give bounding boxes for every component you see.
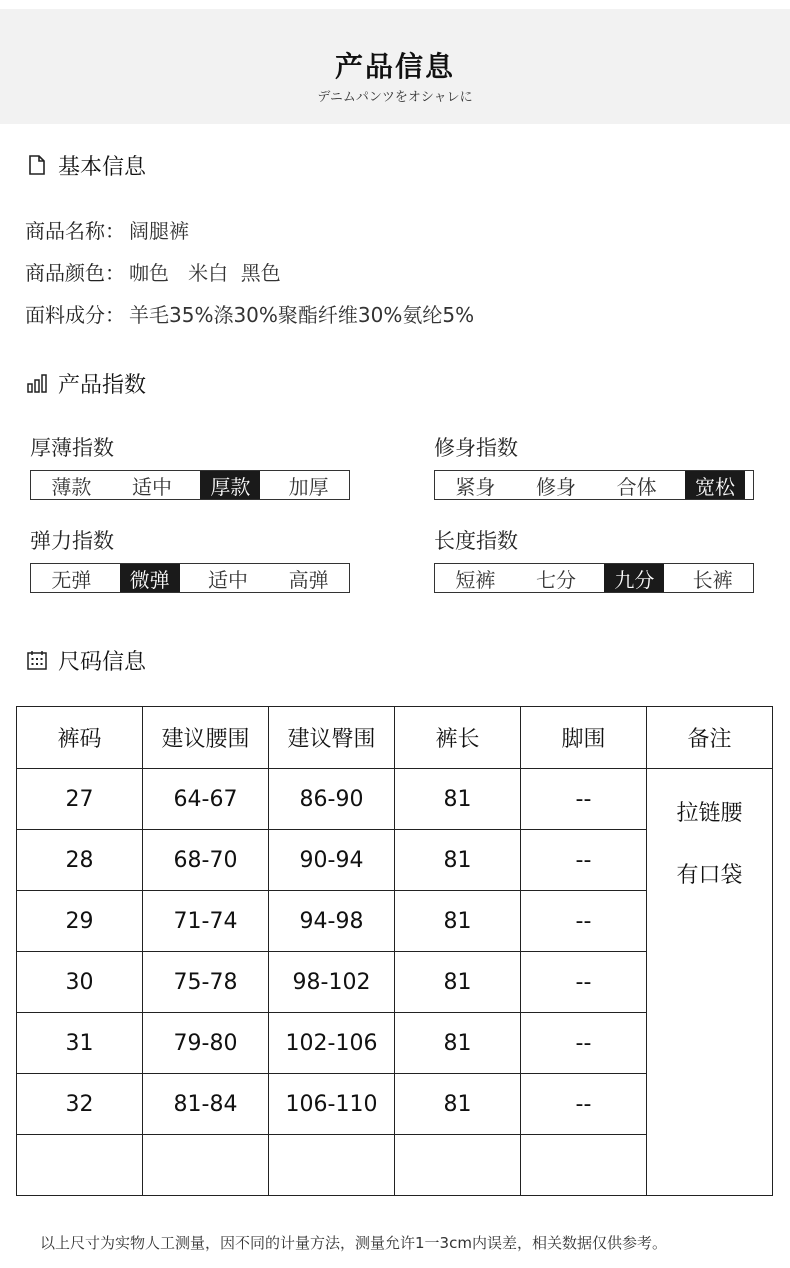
cell-hem: --: [521, 830, 647, 891]
elasticity-scale: [30, 563, 350, 593]
document-icon: [26, 154, 48, 176]
size-table-header: [17, 707, 773, 769]
product-name-value: 阔腿裤: [129, 219, 189, 243]
basic-info-heading: [26, 150, 146, 180]
size-info-title: 尺码信息: [58, 649, 147, 675]
cell-hem: --: [521, 1074, 647, 1135]
cell-waist: 81-84: [143, 1074, 269, 1135]
cell-hem: --: [521, 952, 647, 1013]
elasticity-index-label: 弹力指数: [30, 529, 114, 553]
cell-length: 81: [395, 952, 521, 1013]
cell-hip: 106-110: [269, 1074, 395, 1135]
fit-option-1: 紧身: [455, 474, 496, 499]
header-size: 裤码: [17, 707, 143, 769]
material-label: 面料成分：: [25, 303, 125, 327]
cell-waist: 79-80: [143, 1013, 269, 1074]
fit-index-label: 修身指数: [434, 436, 518, 460]
cell-size: 27: [17, 769, 143, 830]
length-option-2: 七分: [536, 567, 576, 592]
cell-hem: --: [521, 769, 647, 830]
header-hip: 建议臀围: [269, 707, 395, 769]
cell-size: 30: [17, 952, 143, 1013]
calendar-icon: [26, 649, 48, 671]
cell-hip: [269, 1135, 395, 1196]
cell-hip: 86-90: [269, 769, 395, 830]
basic-info-title: 基本信息: [58, 154, 147, 180]
product-color-label: 商品颜色：: [25, 261, 125, 285]
product-index-heading: [26, 368, 146, 398]
thickness-option-2: 适中: [132, 474, 172, 499]
cell-waist: 64-67: [143, 769, 269, 830]
cell-hem: [521, 1135, 647, 1196]
cell-size: 32: [17, 1074, 143, 1135]
length-scale: [434, 563, 754, 593]
page-title: 产品信息: [334, 50, 455, 83]
header-notes: 备注: [647, 707, 773, 769]
page-subtitle: デニムパンツをオシャレに: [317, 90, 473, 105]
cell-waist: 75-78: [143, 952, 269, 1013]
cell-length: [395, 1135, 521, 1196]
header-length: 裤长: [395, 707, 521, 769]
info-line-material: [25, 299, 474, 328]
length-option-4: 长裤: [692, 567, 733, 592]
cell-length: 81: [395, 769, 521, 830]
thickness-option-3-selected: 厚款: [200, 471, 260, 499]
cell-waist: [143, 1135, 269, 1196]
header-waist: 建议腰围: [143, 707, 269, 769]
cell-hem: --: [521, 891, 647, 952]
material-value: 羊毛35%涤30%聚酯纤维30%氨纶5%: [129, 303, 475, 327]
bar-chart-icon: [26, 372, 48, 394]
cell-length: 81: [395, 1013, 521, 1074]
product-color-value: 咖色 米白 黑色: [129, 261, 281, 285]
cell-hip: 102-106: [269, 1013, 395, 1074]
cell-size: 29: [17, 891, 143, 952]
fit-scale: [434, 470, 754, 500]
fit-option-4-selected: 宽松: [685, 471, 745, 499]
note-line-1: 拉链腰: [676, 801, 743, 826]
product-index-title: 产品指数: [58, 372, 147, 398]
cell-size: 28: [17, 830, 143, 891]
cell-hip: 94-98: [269, 891, 395, 952]
elasticity-option-3: 适中: [208, 567, 248, 592]
product-name-label: 商品名称：: [25, 219, 125, 243]
elasticity-option-1: 无弹: [51, 567, 92, 592]
note-line-2: 有口袋: [676, 863, 743, 888]
cell-length: 81: [395, 830, 521, 891]
measurement-disclaimer: 以上尺寸为实物人工测量，因不同的计量方法，测量允许1一3cm内误差，相关数据仅供参考。: [40, 1234, 667, 1252]
cell-hip: 90-94: [269, 830, 395, 891]
thickness-option-1: 薄款: [51, 474, 92, 499]
info-line-name: [25, 215, 189, 244]
cell-notes: [647, 769, 773, 1196]
table-row: [17, 769, 773, 830]
thickness-option-4: 加厚: [288, 474, 329, 499]
size-table: [16, 706, 773, 1196]
size-info-heading: [26, 645, 146, 675]
cell-length: 81: [395, 1074, 521, 1135]
cell-hip: 98-102: [269, 952, 395, 1013]
page-header: [0, 9, 790, 124]
fit-option-3: 合体: [616, 474, 657, 499]
elasticity-option-4: 高弹: [288, 567, 329, 592]
cell-hem: --: [521, 1013, 647, 1074]
length-option-1: 短裤: [455, 567, 496, 592]
length-index-label: 长度指数: [434, 529, 518, 553]
thickness-scale: [30, 470, 350, 500]
length-option-3-selected: 九分: [604, 564, 664, 592]
header-hem: 脚围: [521, 707, 647, 769]
thickness-index-label: 厚薄指数: [30, 436, 114, 460]
cell-size: 31: [17, 1013, 143, 1074]
info-line-color: [25, 257, 281, 286]
elasticity-option-2-selected: 微弹: [120, 564, 180, 592]
fit-option-2: 修身: [536, 474, 576, 499]
cell-waist: 68-70: [143, 830, 269, 891]
cell-length: 81: [395, 891, 521, 952]
cell-waist: 71-74: [143, 891, 269, 952]
cell-size: [17, 1135, 143, 1196]
